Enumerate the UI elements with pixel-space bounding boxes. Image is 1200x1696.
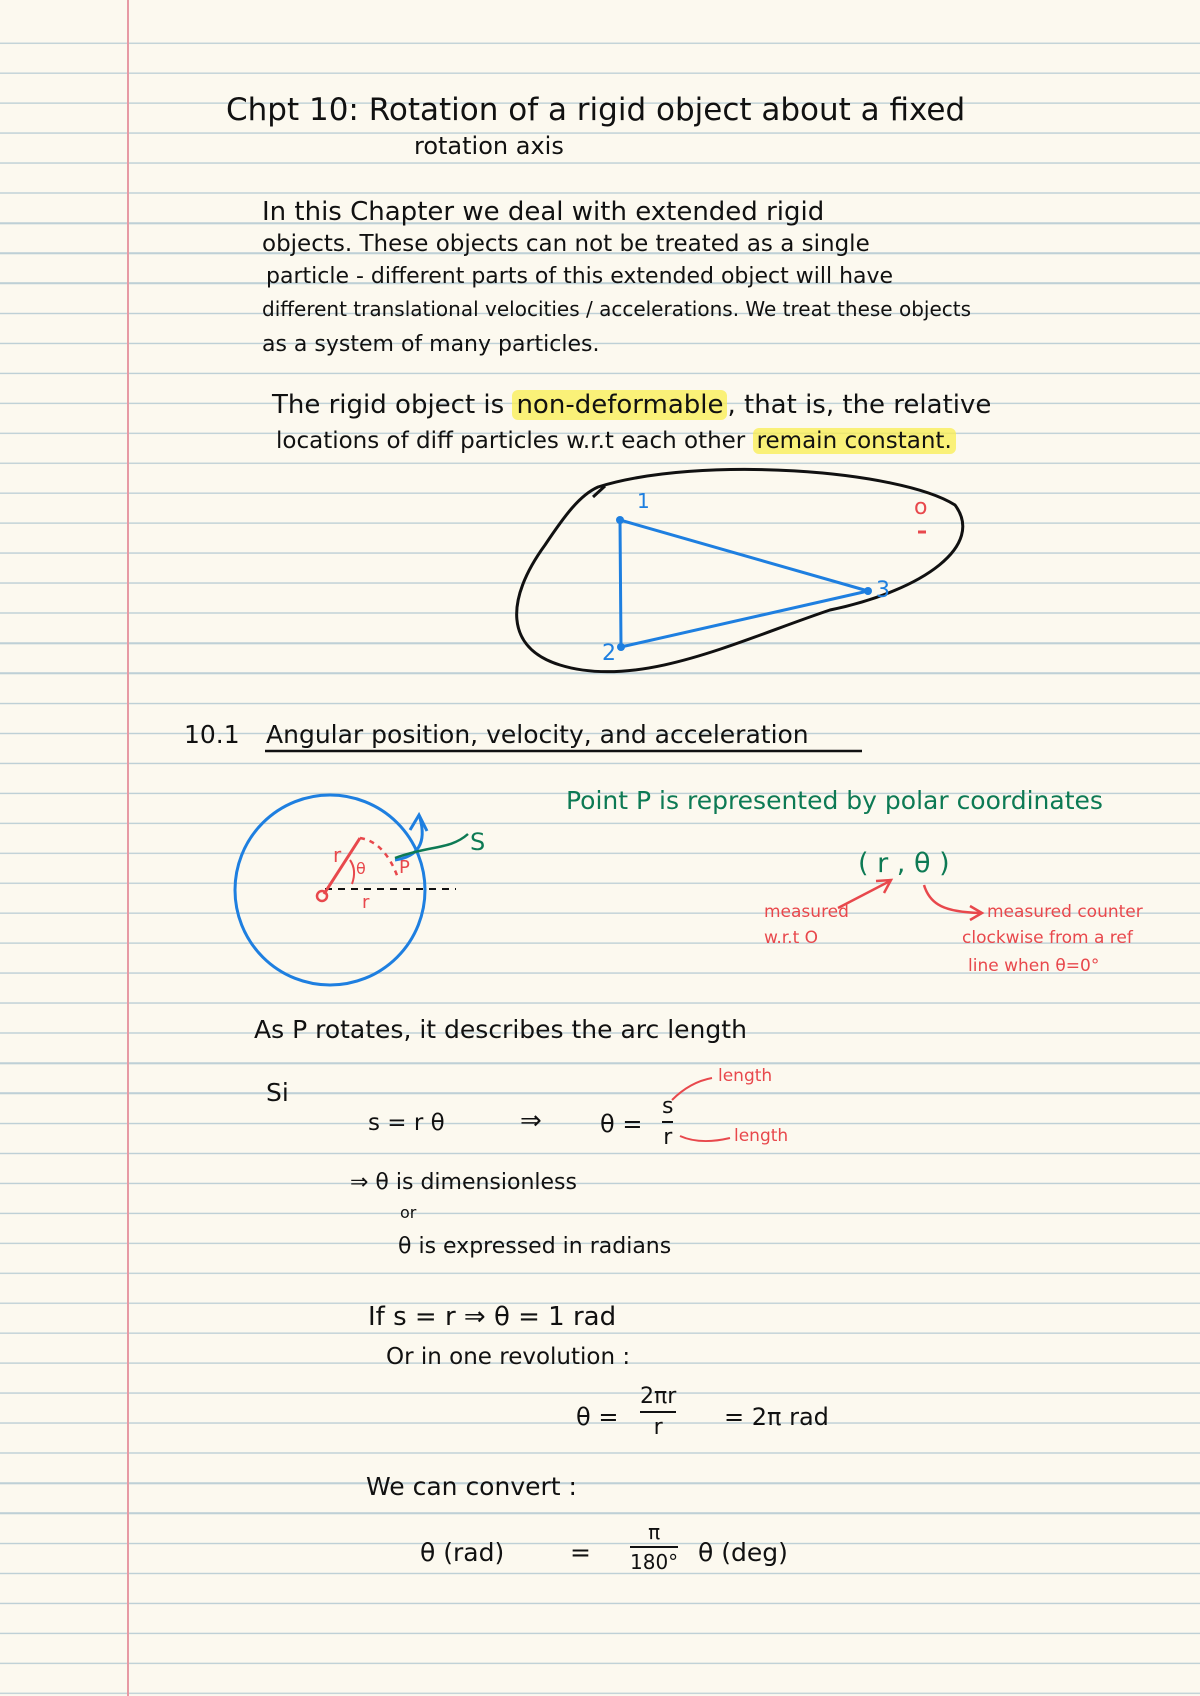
length-arrow-bottom (680, 1136, 730, 1141)
section-number: 10.1 (184, 720, 240, 749)
convert-fraction (630, 1520, 678, 1574)
vertex-label-2: 2 (602, 641, 616, 666)
revolution-fraction (640, 1384, 676, 1440)
arc-length-arrowhead (410, 815, 427, 831)
arc-s-label: Si (266, 1078, 289, 1107)
particle-1-dot (616, 516, 624, 524)
arc-sentence: As P rotates, it describes the arc length (254, 1015, 747, 1044)
circle-label-p: P (399, 857, 410, 878)
particle-triangle (620, 520, 868, 647)
convert-lhs: θ (rad) (420, 1538, 505, 1567)
revolution-fraction-bar (640, 1411, 676, 1413)
circle-label-s: S (470, 828, 486, 856)
measured-from-label-1: measured (764, 902, 849, 922)
intro-line-3: particle - different parts of this extended object will have (266, 264, 894, 289)
convert-equals: = (570, 1538, 591, 1567)
rigid-text-c: locations of diff particles w.r.t each other (276, 428, 746, 454)
arc-implies: ⇒ (520, 1106, 542, 1136)
convert-rhs: θ (deg) (698, 1538, 788, 1567)
highlight-non-deformable: non-deformable (512, 390, 727, 420)
vertex-label-3: 3 (876, 578, 890, 603)
revolution-denominator: r (653, 1415, 663, 1440)
polar-note: Point P is represented by polar coordinates (566, 786, 1103, 815)
intro-line-5: as a system of many particles. (262, 332, 600, 357)
one-revolution: Or in one revolution : (386, 1344, 631, 1370)
circle-label-r: r (333, 843, 342, 867)
if-s-equals-r: If s = r ⇒ θ = 1 rad (368, 1302, 617, 1332)
convert-line: We can convert : (366, 1472, 577, 1501)
measured-ccw-arrow (924, 885, 980, 913)
angle-arc (350, 860, 354, 884)
intro-line-2: objects. These objects can not be treated as a single (262, 231, 870, 257)
convert-fraction-bar (630, 1546, 678, 1548)
revolution-theta-eq: θ = (576, 1403, 619, 1431)
length-arrow-top (672, 1078, 712, 1100)
theta-equals: θ = (600, 1110, 643, 1138)
particle-2-dot (617, 643, 625, 651)
rigid-object-blob (517, 469, 963, 671)
revolution-result: = 2π rad (724, 1403, 829, 1431)
vertex-label-1: 1 (637, 489, 650, 513)
convert-denominator: 180° (630, 1550, 679, 1574)
circle-label-r-bottom: r (362, 892, 370, 913)
chapter-heading: Chpt 10: Rotation of a rigid object about a fixed (226, 92, 966, 128)
intro-line-1: In this Chapter we deal with extended rigid (262, 197, 825, 227)
measured-ccw-label-3: line when θ=0° (968, 956, 1100, 976)
convert-numerator: π (648, 1520, 661, 1544)
dimensionless-line: ⇒ θ is dimensionless (350, 1170, 577, 1195)
fraction-bar (662, 1121, 673, 1123)
or-line: or (400, 1203, 417, 1222)
length-note-bottom: length (734, 1126, 789, 1146)
measured-ccw-label-2: clockwise from a ref (962, 928, 1133, 948)
s-pointer-line (395, 834, 468, 858)
radius-line (324, 838, 360, 894)
highlight-remain-constant: remain constant. (753, 428, 956, 454)
particle-3-dot (864, 587, 872, 595)
measured-ccw-label-1: measured counter (987, 902, 1143, 922)
circle-label-theta: θ (356, 859, 366, 878)
arc-formula: s = r θ (368, 1110, 445, 1136)
rigid-text-a: The rigid object is (272, 390, 505, 420)
origin-point (317, 891, 327, 901)
revolution-numerator: 2πr (640, 1384, 677, 1409)
section-title: Angular position, velocity, and acceleration (266, 720, 809, 749)
length-note-top: length (718, 1066, 773, 1086)
rigid-text-b: , that is, the relative (727, 390, 992, 420)
theta-fraction (662, 1094, 673, 1150)
blob-corner-mark: o (914, 495, 928, 520)
fraction-numerator-s: s (662, 1094, 674, 1119)
chapter-heading-line2: rotation axis (414, 132, 564, 160)
radians-line: θ is expressed in radians (398, 1234, 672, 1259)
intro-line-4: different translational velocities / accelerations. We treat these objects (262, 297, 972, 321)
fraction-denominator-r: r (663, 1125, 673, 1150)
measured-from-label-2: w.r.t O (764, 928, 819, 948)
polar-coordinates: ( r , θ ) (858, 848, 950, 879)
